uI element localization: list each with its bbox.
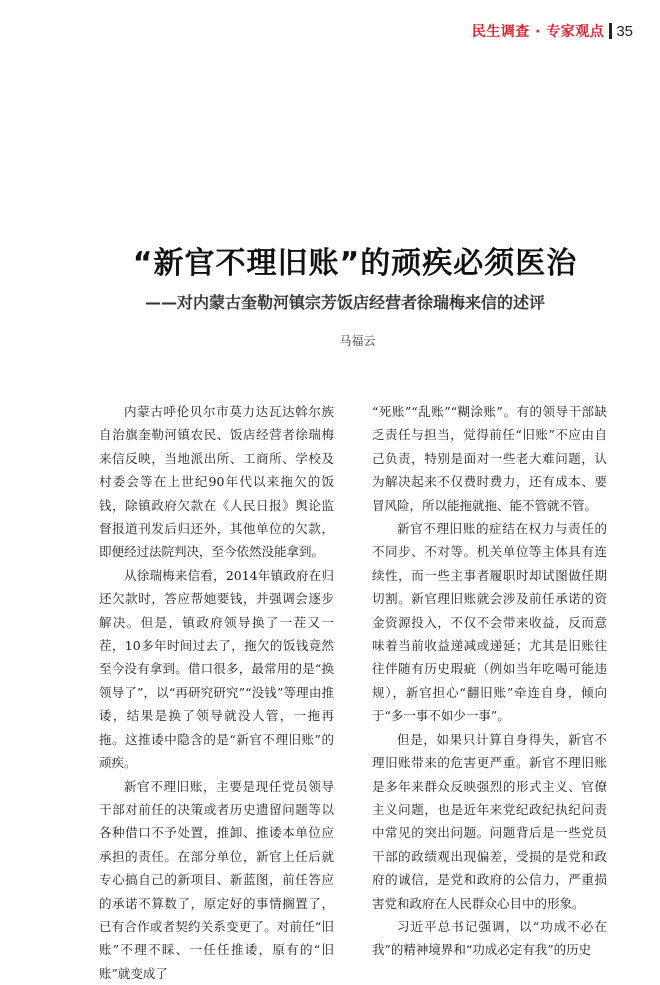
paragraph: 但是，如果只计算自身得失，新官不理旧账带来的危害更严重。新官不理旧账是多年来群众反映强烈的形式主义、官僚主义问题，也是近年来党纪政纪执纪问责中常见的突出问题。问题背后是一些党员干部的政绩观出现偏差，受损的是党和政府的诚信，是党和政府的公信力，严重损害党和政府在人民群众心目中的形象。 xyxy=(372,728,607,915)
right-column xyxy=(372,400,607,962)
article-subtitle: ——对内蒙古奎勒河镇宗芳饭店经营者徐瑞梅来信的述评 xyxy=(0,290,660,313)
paragraph: 习近平总书记强调，以“功成不必在我”的精神境界和“功成必定有我”的历史 xyxy=(372,915,607,962)
left-column xyxy=(99,400,334,985)
paragraph: 内蒙古呼伦贝尔市莫力达瓦达斡尔族自治旗奎勒河镇农民、饭店经营者徐瑞梅来信反映，当地派出所、工商所、学校及村委会等在上世纪90年代以来拖欠的饭钱，除镇政府欠款在《人民日报》舆论监督报道刊发后归还外，其他单位的欠款，即便经过法院判决，至今依然没能拿到。 xyxy=(99,400,334,564)
paragraph: 新官不理旧账，主要是现任党员领导干部对前任的决策或者历史遗留问题等以各种借口不予处置，推卸、推诿本单位应承担的责任。在部分单位，新官上任后就专心搞自己的新项目、新蓝图，前任答应的承诺不算数了，原定好的事情搁置了，已有合作或者契约关系变更了。对前任“旧账”不理不睬、一任任推诿，原有的“旧账”就变成了 xyxy=(99,775,334,985)
page-header xyxy=(472,20,633,42)
paragraph-continued: “死账”“乱账”“糊涂账”。有的领导干部缺乏责任与担当，觉得前任“旧账”不应由自己负责，特别是面对一些老大难问题，认为解决起来不仅费时费力，还有成本、要冒风险，所以能拖就拖、能不管就不管。 xyxy=(372,400,607,517)
article-title: “新官不理旧账”的顽疾必须医治 xyxy=(0,238,660,282)
paragraph: 从徐瑞梅来信看，2014年镇政府在归还欠款时，答应帮她要钱，并强调会逐步解决。但是，镇政府领导换了一茬又一茬，10多年时间过去了，拖欠的饭钱竟然至今没有拿到。借口很多，最常用的是“换领导了”，以“再研究研究”“没钱”等理由推诿，结果是换了领导就没人管，一拖再拖。这推诿中隐含的是“新官不理旧账”的顽疾。 xyxy=(99,564,334,775)
section-label: 民生调查 · 专家观点 xyxy=(472,21,605,41)
article-author: 马福云 xyxy=(0,332,660,349)
header-divider xyxy=(609,23,612,39)
paragraph: 新官不理旧账的症结在权力与责任的不同步、不对等。机关单位等主体具有连续性，而一些主事者履职时却试图做任期切割。新官理旧账就会涉及前任承诺的资金资源投入，不仅不会带来收益，反而意味着当前收益递减或递延；尤其是旧账往往伴随有历史瑕疵（例如当年吃喝可能违规），新官担心“翻旧账”牵连自身，倾向于“多一事不如少一事”。 xyxy=(372,517,607,728)
page-number: 35 xyxy=(616,23,633,40)
